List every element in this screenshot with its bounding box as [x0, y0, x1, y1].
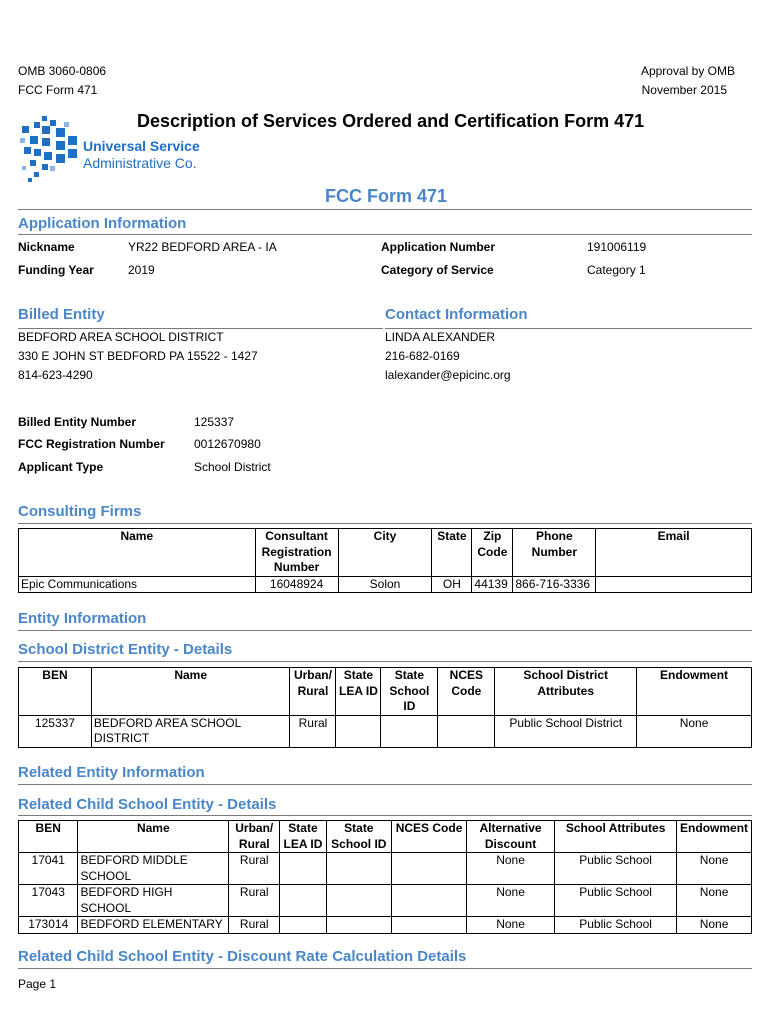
- column-header: School District Attributes: [495, 668, 637, 716]
- table-cell: 16048924: [255, 576, 338, 593]
- school-district-divider: [18, 661, 752, 662]
- table-cell: None: [677, 853, 752, 885]
- table-cell: [392, 917, 467, 934]
- applicant-type-value: School District: [194, 460, 271, 474]
- page-number: Page 1: [18, 977, 57, 991]
- table-row: [19, 715, 752, 747]
- column-header: State LEA ID: [280, 821, 326, 853]
- column-header: NCES Code: [438, 668, 495, 716]
- table-row: [19, 853, 752, 885]
- entity-info-divider: [18, 630, 752, 631]
- billed-entity-phone: 814-623-4290: [18, 368, 93, 382]
- column-header: Zip Code: [472, 529, 513, 577]
- form-number: FCC Form 471: [18, 83, 98, 97]
- contact-name: LINDA ALEXANDER: [385, 330, 496, 344]
- table-cell: Solon: [338, 576, 432, 593]
- logo-line1: Universal Service: [83, 138, 200, 154]
- table-cell: [326, 885, 392, 917]
- column-header: State School ID: [326, 821, 392, 853]
- table-cell: 44139: [472, 576, 513, 593]
- table-cell: Rural: [290, 715, 336, 747]
- contact-email[interactable]: lalexander@epicinc.org: [385, 368, 511, 382]
- application-number-label: Application Number: [381, 240, 496, 254]
- column-header: State LEA ID: [336, 668, 381, 716]
- table-row: [19, 917, 752, 934]
- nickname-value: YR22 BEDFORD AREA - IA: [128, 240, 277, 254]
- logo-line2: Administrative Co.: [83, 155, 197, 171]
- table-cell: [596, 576, 752, 593]
- table-cell: Public School: [555, 853, 677, 885]
- discount-rate-heading: Related Child School Entity - Discount Rate Calculation Details: [18, 948, 467, 965]
- table-header-row: [19, 529, 752, 577]
- consulting-divider: [18, 523, 752, 524]
- table-cell: Rural: [229, 885, 280, 917]
- billed-entity-name: BEDFORD AREA SCHOOL DISTRICT: [18, 330, 224, 344]
- column-header: City: [338, 529, 432, 577]
- billed-entity-heading: Billed Entity: [18, 306, 105, 323]
- page-title: Description of Services Ordered and Certification Form 471: [137, 111, 645, 131]
- table-cell: Rural: [229, 853, 280, 885]
- table-cell: None: [466, 885, 554, 917]
- table-cell: 17043: [19, 885, 78, 917]
- column-header: School Attributes: [555, 821, 677, 853]
- table-cell: 173014: [19, 917, 78, 934]
- table-cell: [280, 917, 326, 934]
- table-cell: BEDFORD ELEMENTARY: [78, 917, 229, 934]
- application-number-value: 191006119: [587, 240, 647, 254]
- column-header: Urban/ Rural: [229, 821, 280, 853]
- table-cell: [280, 853, 326, 885]
- nickname-label: Nickname: [18, 240, 75, 254]
- table-cell: [336, 715, 381, 747]
- table-cell: Rural: [229, 917, 280, 934]
- table-cell: 125337: [19, 715, 92, 747]
- column-header: BEN: [19, 821, 78, 853]
- column-header: Urban/ Rural: [290, 668, 336, 716]
- table-cell: [392, 885, 467, 917]
- table-cell: 866-716-3336: [513, 576, 596, 593]
- contact-divider: [385, 328, 752, 329]
- column-header: Phone Number: [513, 529, 596, 577]
- related-child-table: [18, 820, 752, 934]
- ben-label: Billed Entity Number: [18, 415, 137, 429]
- column-header: State: [432, 529, 472, 577]
- application-divider: [18, 234, 752, 235]
- table-cell: 17041: [19, 853, 78, 885]
- table-cell: OH: [432, 576, 472, 593]
- column-header: State School ID: [381, 668, 438, 716]
- column-header: Name: [19, 529, 256, 577]
- table-cell: Public School: [555, 917, 677, 934]
- funding-year-value: 2019: [128, 263, 155, 277]
- fcc-registration-value: 0012670980: [194, 437, 261, 451]
- consulting-heading: Consulting Firms: [18, 503, 142, 520]
- contact-heading: Contact Information: [385, 306, 528, 323]
- applicant-type-label: Applicant Type: [18, 460, 104, 474]
- table-cell: None: [466, 853, 554, 885]
- form-title: FCC Form 471: [325, 186, 448, 206]
- column-header: BEN: [19, 668, 92, 716]
- contact-phone: 216-682-0169: [385, 349, 460, 363]
- category-value: Category 1: [587, 263, 646, 277]
- table-cell: [326, 853, 392, 885]
- table-cell: Epic Communications: [19, 576, 256, 593]
- table-cell: [280, 885, 326, 917]
- related-entity-heading: Related Entity Information: [18, 764, 205, 781]
- usac-logo-icon: [16, 114, 80, 184]
- column-header: Endowment: [637, 668, 752, 716]
- category-label: Category of Service: [381, 263, 494, 277]
- table-row: [19, 885, 752, 917]
- column-header: Name: [78, 821, 229, 853]
- school-district-heading: School District Entity - Details: [18, 641, 233, 658]
- table-cell: Public School: [555, 885, 677, 917]
- column-header: Consultant Registration Number: [255, 529, 338, 577]
- table-cell: [438, 715, 495, 747]
- school-district-table: [18, 667, 752, 748]
- table-cell: Public School District: [495, 715, 637, 747]
- table-row: [19, 576, 752, 593]
- entity-info-heading: Entity Information: [18, 610, 147, 627]
- table-cell: BEDFORD AREA SCHOOL DISTRICT: [91, 715, 290, 747]
- discount-rate-divider: [18, 968, 752, 969]
- table-cell: None: [637, 715, 752, 747]
- title-divider: [18, 209, 752, 210]
- table-cell: BEDFORD MIDDLE SCHOOL: [78, 853, 229, 885]
- table-cell: [326, 917, 392, 934]
- table-cell: None: [466, 917, 554, 934]
- fcc-registration-label: FCC Registration Number: [18, 437, 165, 451]
- funding-year-label: Funding Year: [18, 263, 94, 277]
- column-header: Endowment: [677, 821, 752, 853]
- billed-entity-divider: [18, 328, 383, 329]
- table-cell: [381, 715, 438, 747]
- table-cell: None: [677, 917, 752, 934]
- omb-approval: Approval by OMB: [640, 64, 735, 78]
- consulting-table: [18, 528, 752, 593]
- related-child-heading: Related Child School Entity - Details: [18, 796, 277, 813]
- related-child-divider: [18, 815, 752, 816]
- application-heading: Application Information: [18, 215, 187, 232]
- table-header-row: [19, 821, 752, 853]
- billed-entity-address: 330 E JOHN ST BEDFORD PA 15522 - 1427: [18, 349, 258, 363]
- column-header: Email: [596, 529, 752, 577]
- table-cell: BEDFORD HIGH SCHOOL: [78, 885, 229, 917]
- form-date: November 2015: [641, 83, 727, 97]
- column-header: NCES Code: [392, 821, 467, 853]
- table-cell: None: [677, 885, 752, 917]
- related-entity-divider: [18, 784, 752, 785]
- ben-value: 125337: [194, 415, 235, 429]
- table-cell: [392, 853, 467, 885]
- column-header: Alternative Discount: [466, 821, 554, 853]
- column-header: Name: [91, 668, 290, 716]
- omb-number: OMB 3060-0806: [18, 64, 107, 78]
- table-header-row: [19, 668, 752, 716]
